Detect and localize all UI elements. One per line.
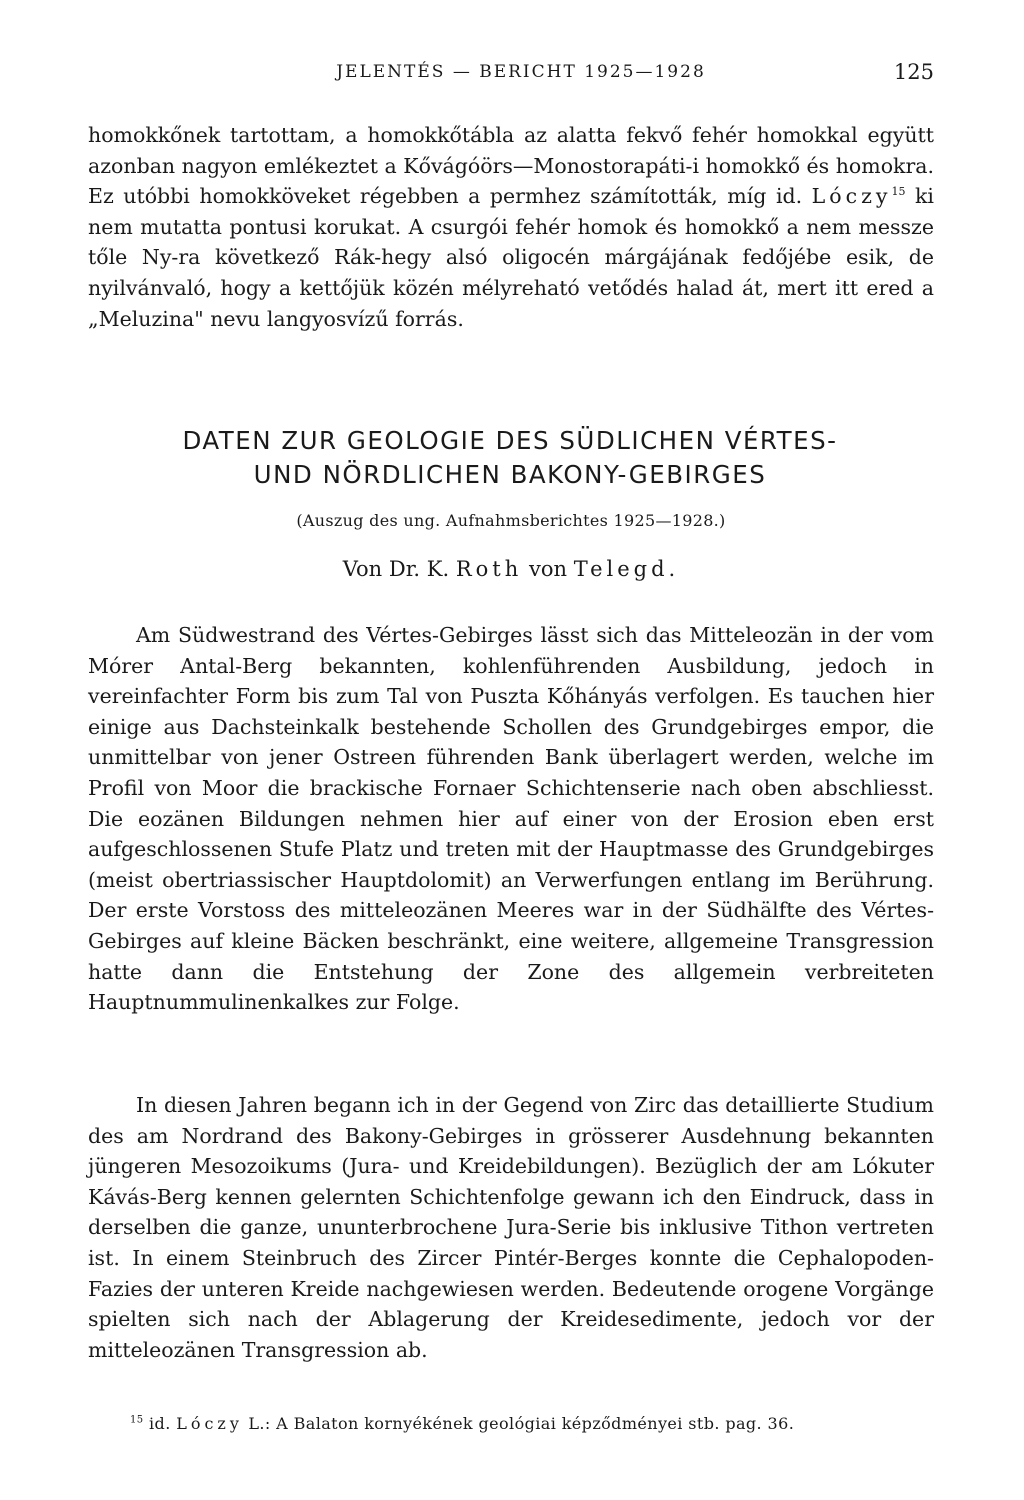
footnote-number: 15	[130, 1414, 144, 1426]
footnote-author: Lóczy	[176, 1414, 243, 1433]
paragraph-text: homokkőnek tartottam, a homokkőtábla az alatta fekvő fehér homokkal együtt azonban nagyon emlékeztet a Kővágóörs—Monostorapáti-i homokkő és homokra. Ez utóbbi homokköveket régebben a permhez számították, míg id.	[88, 123, 935, 209]
article-subtitle: (Auszug des ung. Aufnahmsberichtes 1925—1928.)	[296, 511, 726, 530]
title-line: UND NÖRDLICHEN BAKONY-GEBIRGES	[253, 460, 767, 489]
author-mid: von	[528, 557, 567, 581]
title-line: DATEN ZUR GEOLOGIE DES SÜDLICHEN VÉRTES-	[182, 426, 838, 455]
paragraph-text: ki nem mutatta pontusi korukat. A csurgói fehér homok és homokkő a nem messze tőle Ny-ra következő Rák-hegy alsó oligocén márgájának fedőjébe esik, de nyilvánvaló, hogy a kettőjük közén mélyreható vetődés halad át, mert itt ered a „Meluzina" nevu langyosvízű forrás.	[88, 184, 934, 331]
footnote-text: L.: A Balaton kornyékének geológiai képződményei stb. pag. 36.	[248, 1414, 795, 1433]
paragraph-hungarian	[88, 120, 934, 334]
author-name-locz: Lóczy	[811, 184, 892, 209]
paragraph-bakony: In diesen Jahren begann ich in der Gegend von Zirc das detaillierte Studium des am Nordrand des Bakony-Gebirges in grösserer Ausdehnung bekannten jüngeren Mesozoikums (Jura- und Kreidebildungen). Bezüglich der am Lókuter Kávás-Berg kennen gelernten Schichtenfolge gewann ich den Eindruck, dass in derselben die ganze, ununterbrochene Jura-Serie bis inklusive Tithon vertreten ist. In einem Steinbruch des Zircer Pintér-Berges konnte die Cephalopoden-Fazies der unteren Kreide nachgewiesen werden. Bedeutende orogene Vorgänge spielten sich nach der Ablagerung der Kreidesedimente, jedoch vor der mitteleozänen Transgression ab.	[88, 1093, 934, 1362]
page-header	[88, 62, 934, 88]
footnote-prefix: id.	[149, 1414, 171, 1433]
running-head: JELENTÉS — BERICHT 1925—1928	[336, 62, 706, 82]
article-title	[120, 424, 900, 492]
author-name: Roth	[455, 557, 523, 581]
footnote-ref: 15	[891, 185, 906, 199]
author-prefix: Von Dr. K.	[342, 557, 450, 581]
page-number: 125	[893, 60, 934, 84]
article-author	[88, 557, 934, 581]
footnote	[130, 1414, 950, 1433]
author-place: Telegd.	[573, 557, 680, 581]
paragraph-vertes: Am Südwestrand des Vértes-Gebirges lässt sich das Mitteleozän in der vom Mórer Antal-Berg bekannten, kohlenführenden Ausbildung, jedoch in vereinfachter Form bis zum Tal von Puszta Kőhányás verfolgen. Es tauchen hier einige aus Dachsteinkalk bestehende Schollen des Grundgebirges empor, die unmittelbar von jener Ostreen führenden Bank überlagert werden, welche im Profil von Moor die brackische Fornaer Schichtenserie nach oben abschliesst. Die eozänen Bildungen nehmen hier auf einer von der Erosion eben erst aufgeschlossenen Stufe Platz und treten mit der Hauptmasse des Grundgebirges (meist obertriassischer Hauptdolomit) an Verwerfungen entlang im Berührung. Der erste Vorstoss des mitteleozänen Meeres war in der Südhälfte des Vértes-Gebirges auf kleine Bäcken beschränkt, eine weitere, allgemeine Transgression hatte dann die Entstehung der Zone des allgemein verbreiteten Hauptnummulinenkalkes zur Folge.	[88, 623, 934, 1015]
